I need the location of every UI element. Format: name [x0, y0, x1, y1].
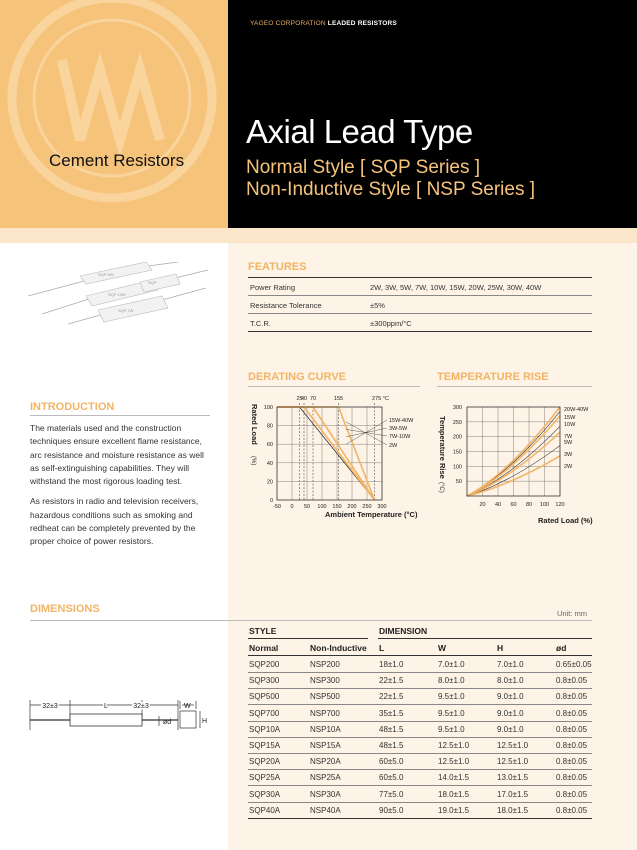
feature-label: Resistance Tolerance	[250, 301, 322, 310]
table-cell: SQP10A	[249, 724, 281, 734]
derating-chart	[240, 392, 430, 532]
features-heading: FEATURES	[248, 261, 307, 273]
table-cell: 60±5.0	[379, 773, 404, 783]
dimension-diagram	[24, 696, 219, 742]
company-name: YAGEO CORPORATION	[250, 20, 326, 27]
temp-rise-y-tick: 250	[452, 419, 462, 426]
table-cell: SQP20A	[249, 757, 281, 767]
table-cell: SQP200	[249, 660, 280, 669]
table-row-rule	[248, 672, 592, 673]
temperature-rise-heading: TEMPERATURE RISE	[437, 371, 549, 383]
introduction-paragraph-1	[30, 422, 230, 488]
unit-label: Unit: mm	[557, 609, 587, 618]
table-cell: 18±1.0	[379, 660, 404, 669]
introduction-heading: INTRODUCTION	[30, 401, 115, 413]
features-top-rule	[248, 277, 592, 278]
table-cell: 9.5±1.0	[438, 724, 465, 734]
table-cell: SQP40A	[249, 805, 281, 815]
table-cell: 12.5±1.0	[497, 741, 529, 750]
dimensions-heading: DIMENSIONS	[30, 603, 100, 615]
table-cell: NSP200	[310, 660, 340, 669]
text-line: arc resistance and moisture resistance as well	[30, 449, 204, 460]
temp-rise-x-tick: 80	[525, 502, 533, 508]
temp-rise-legend-label: 2W	[564, 464, 573, 470]
category-name: LEADED RESISTORS	[327, 20, 397, 27]
table-cell: NSP20A	[310, 757, 341, 767]
temp-rise-grid	[467, 407, 560, 496]
table-row-rule	[248, 802, 592, 803]
table-cell: NSP30A	[310, 789, 341, 799]
feature-value: ±300ppm/°C	[370, 319, 412, 328]
introduction-paragraph-2	[30, 495, 230, 548]
derating-x-tick: 100	[317, 504, 327, 510]
text-line: techniques ensure excellent flame resistance,	[30, 436, 202, 447]
derating-y-tick: 60	[266, 442, 273, 449]
style-header: STYLE	[249, 626, 277, 636]
column-header: ød	[556, 643, 567, 653]
table-cell: 0.8±0.05	[556, 789, 588, 799]
table-cell: 90±5.0	[379, 805, 404, 815]
table-cell: NSP300	[310, 676, 340, 686]
derating-x-tick: 150	[332, 504, 342, 510]
width-dimension: W	[184, 703, 191, 710]
derating-x-tick: 0	[290, 504, 294, 510]
text-line: as self-extinguishing capabilities. They will	[30, 462, 190, 473]
table-cell: 0.8±0.05	[556, 676, 588, 686]
table-cell: 77±5.0	[379, 789, 404, 799]
column-header: L	[379, 643, 385, 653]
height-dimension: H	[202, 718, 208, 725]
table-cell: NSP25A	[310, 773, 341, 783]
table-cell: 13.0±1.5	[497, 773, 529, 783]
temp-rise-legend-label: 5W	[564, 440, 573, 446]
svg-text:SQP 7W: SQP 7W	[118, 308, 134, 313]
table-cell: 9.5±1.0	[438, 692, 465, 702]
table-cell: SQP30A	[249, 789, 281, 799]
table-cell: 7.0±1.0	[438, 660, 465, 669]
temp-rise-legend-label: 10W	[564, 422, 576, 428]
table-row-rule	[248, 704, 592, 705]
subtitle-non-inductive: Non-Inductive Style [ NSP Series ]	[246, 179, 535, 200]
derating-x-tick: 300	[377, 504, 387, 510]
feature-label: Power Rating	[250, 283, 296, 292]
derating-y-label: Rated Load	[250, 404, 259, 445]
feature-label: T.C.R.	[250, 319, 271, 328]
derating-series	[277, 407, 387, 500]
temp-rise-rule	[437, 386, 592, 387]
derating-x-tick: -50	[273, 504, 281, 510]
derating-y-tick: 40	[266, 460, 273, 467]
derating-y-tick: 20	[266, 479, 273, 486]
table-cell: 7.0±1.0	[497, 660, 524, 669]
lead-left-dimension: 32±3	[42, 703, 58, 710]
table-cell: 60±5.0	[379, 757, 404, 767]
svg-text:SQP: SQP	[148, 280, 157, 285]
derating-top-tick: 275 °C	[372, 396, 389, 402]
table-cell: 0.8±0.05	[556, 805, 588, 815]
table-cell: 0.65±0.05	[556, 660, 592, 669]
table-cell: SQP25A	[249, 773, 281, 783]
column-header: W	[438, 643, 447, 653]
table-cell: 9.0±1.0	[497, 708, 524, 718]
table-cell: 12.5±1.0	[438, 741, 470, 750]
temp-rise-x-tick: 120	[555, 502, 565, 508]
derating-y-tick: 100	[263, 405, 273, 411]
derating-x-tick: 50	[303, 504, 311, 510]
style-header-rule	[248, 638, 368, 639]
derating-x-tick: 250	[362, 504, 372, 510]
table-cell: 22±1.5	[379, 676, 404, 686]
table-cell: 17.0±1.5	[497, 789, 529, 799]
column-header: H	[497, 643, 504, 653]
derating-legend-label: 2W	[389, 443, 398, 449]
subtitle-normal: Normal Style [ SQP Series ]	[246, 157, 481, 178]
derating-legend-label: 3W-5W	[389, 426, 408, 432]
text-line: The materials used and the construction	[30, 423, 182, 433]
temp-rise-y-tick: 100	[452, 464, 462, 471]
table-cell: 0.8±0.05	[556, 757, 588, 767]
temp-rise-x-tick: 100	[539, 502, 550, 508]
derating-y-unit: (%)	[250, 456, 256, 466]
table-cell: 18.0±1.5	[497, 805, 529, 815]
table-cell: 18.0±1.5	[438, 789, 470, 799]
table-cell: 0.8±0.05	[556, 708, 588, 718]
table-cell: 35±1.5	[379, 708, 404, 718]
product-name: Cement Resistors	[49, 151, 185, 170]
temp-rise-y-tick: 300	[452, 405, 462, 411]
table-cell: 12.5±1.0	[497, 757, 529, 767]
table-cell: NSP500	[310, 692, 340, 702]
temp-rise-legend-label: 20W-40W	[564, 407, 589, 413]
derating-x-label: Ambient Temperature (°C)	[325, 510, 418, 519]
table-cell: 0.8±0.05	[556, 692, 588, 702]
table-row-rule	[248, 753, 592, 754]
derating-series-line	[304, 407, 375, 500]
table-cell: 0.8±0.05	[556, 741, 588, 750]
derating-y-tick: 0	[269, 498, 273, 504]
corporate-line	[250, 20, 397, 27]
table-cell: 9.0±1.0	[497, 692, 524, 702]
features-row-rule	[248, 295, 592, 296]
text-line: hazardous conditions such as smoking and	[30, 509, 193, 520]
table-cell: 8.0±1.0	[438, 676, 465, 686]
table-cell: 12.5±1.0	[438, 757, 470, 767]
table-cell: 19.0±1.5	[438, 805, 470, 815]
header-left-panel	[0, 0, 228, 228]
features-row-rule	[248, 313, 592, 314]
derating-top-tick: 40	[300, 396, 308, 402]
temp-rise-y-label: Temperature Rise	[438, 416, 447, 479]
header-band	[0, 228, 637, 243]
svg-text:SQP 5W: SQP 5W	[98, 272, 114, 277]
table-row-rule	[248, 818, 592, 819]
dimensions-rule	[30, 620, 592, 621]
table-cell: 48±1.5	[379, 741, 404, 750]
lead-right-dimension: 32±3	[133, 703, 149, 710]
temp-rise-y-tick: 50	[455, 479, 462, 486]
dimension-header-rule	[378, 638, 592, 639]
table-cell: 0.8±0.05	[556, 773, 588, 783]
derating-x-tick: 200	[347, 504, 357, 510]
body-length-dimension: L	[104, 703, 108, 710]
temp-rise-legend-label: 15W	[564, 415, 576, 421]
table-cell: SQP700	[249, 708, 280, 718]
table-cell: 0.8±0.05	[556, 724, 588, 734]
text-line: withstand the most rigorous loading test.	[30, 476, 183, 487]
table-row-rule	[248, 785, 592, 786]
table-cell: SQP15A	[249, 741, 281, 750]
table-cell: NSP700	[310, 708, 340, 718]
feature-value: 2W, 3W, 5W, 7W, 10W, 15W, 20W, 25W, 30W, 40W	[370, 283, 542, 292]
table-row-rule	[248, 688, 592, 689]
derating-legend-label: 7W-10W	[389, 434, 411, 440]
derating-heading: DERATING CURVE	[248, 371, 346, 383]
table-cell: NSP15A	[310, 741, 341, 750]
column-header: Normal	[249, 643, 279, 653]
temp-rise-x-tick: 60	[510, 502, 517, 508]
derating-top-tick: 25	[296, 396, 303, 402]
text-line: As resistors in radio and television receivers,	[30, 496, 199, 507]
table-cell: 14.0±1.5	[438, 773, 470, 783]
table-row-rule	[248, 721, 592, 722]
page-title: Axial Lead Type	[246, 113, 473, 150]
temp-rise-y-tick: 150	[452, 449, 462, 456]
derating-grid	[277, 403, 382, 500]
temp-rise-y-unit: (°C)	[438, 482, 444, 493]
table-cell: 8.0±1.0	[497, 676, 524, 686]
temp-rise-legend-label: 3W	[564, 452, 573, 458]
derating-y-tick: 80	[266, 423, 273, 430]
intro-rule	[30, 415, 210, 416]
features-bottom-rule	[248, 331, 592, 332]
introduction-text	[30, 422, 230, 556]
table-cell: 22±1.5	[379, 692, 404, 702]
temp-rise-legend-label: 7W	[564, 434, 573, 440]
table-cell: 9.5±1.0	[438, 708, 465, 718]
table-cell: NSP10A	[310, 724, 341, 734]
temp-rise-x-tick: 40	[494, 502, 502, 508]
derating-plot-frame	[277, 407, 382, 500]
resistor-photo	[28, 262, 210, 328]
diameter-dimension: ød	[163, 719, 172, 726]
table-cell: 48±1.5	[379, 724, 404, 734]
temp-rise-x-label: Rated Load (%)	[538, 516, 593, 525]
derating-top-tick: 70	[309, 396, 317, 402]
derating-rule	[248, 386, 420, 387]
derating-legend-label: 15W-40W	[389, 418, 414, 424]
temp-rise-x-tick: 20	[479, 502, 486, 508]
temp-rise-y-tick: 200	[452, 434, 462, 441]
derating-top-tick: 155	[333, 396, 344, 402]
table-cell: SQP500	[249, 692, 280, 702]
feature-value: ±5%	[370, 301, 385, 310]
svg-text:SQP 10W: SQP 10W	[108, 292, 126, 297]
dimension-header: DIMENSION	[379, 626, 428, 636]
watermark-logo	[0, 0, 228, 228]
temperature-rise-chart	[432, 396, 608, 532]
column-header-rule	[248, 655, 592, 656]
table-cell: NSP40A	[310, 805, 341, 815]
table-cell: SQP300	[249, 676, 280, 686]
table-row-rule	[248, 769, 592, 770]
text-line: proper choice of power resistors.	[30, 536, 154, 547]
table-cell: 9.0±1.0	[497, 724, 524, 734]
text-line: redheat can be completely prevented by the	[30, 523, 196, 534]
table-row-rule	[248, 737, 592, 738]
column-header: Non-Inductive	[310, 643, 367, 653]
